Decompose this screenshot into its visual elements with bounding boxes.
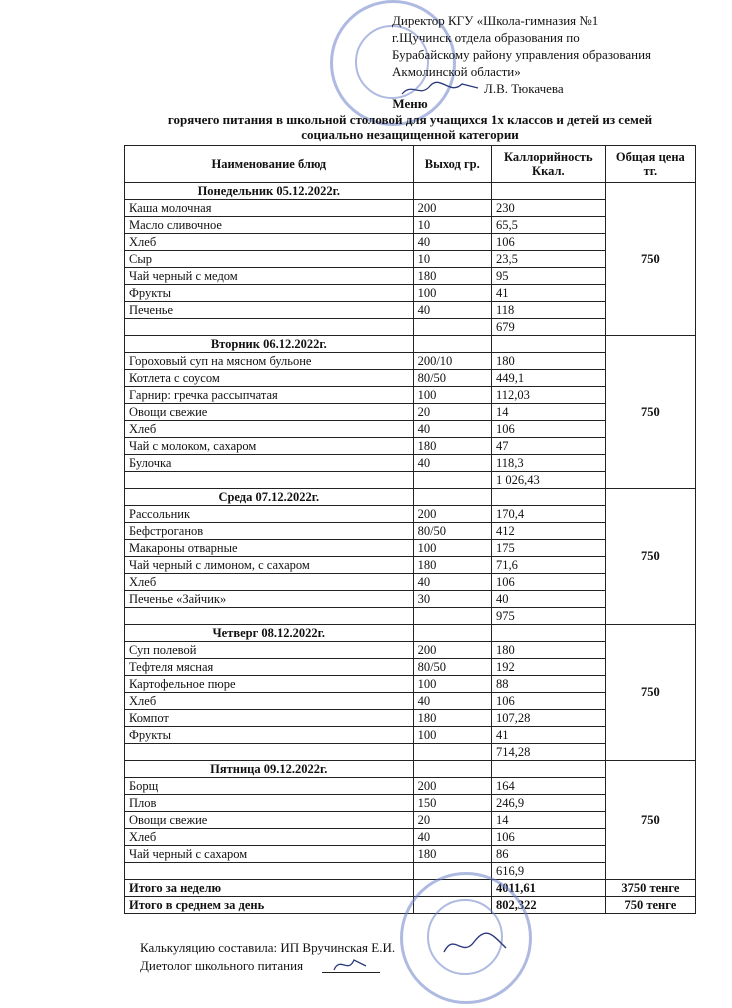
- table-header-row: [125, 146, 696, 183]
- dish-output: 200: [413, 200, 491, 217]
- dish-kcal: 107,28: [491, 710, 605, 727]
- day-total-empty: [125, 744, 414, 761]
- dish-name: Рассольник: [125, 506, 414, 523]
- dish-name: Котлета с соусом: [125, 370, 414, 387]
- dish-kcal: 164: [491, 778, 605, 795]
- dish-kcal: 412: [491, 523, 605, 540]
- week-total-row-price: 3750 тенге: [605, 880, 695, 897]
- avg-total-row-kcal: 802,322: [491, 897, 605, 914]
- day-total-kcal: 679: [491, 319, 605, 336]
- day-total-kcal: 714,28: [491, 744, 605, 761]
- day-label: Среда 07.12.2022г.: [125, 489, 414, 506]
- avg-total-row-price: 750 тенге: [605, 897, 695, 914]
- dish-name: Макароны отварные: [125, 540, 414, 557]
- day-empty-cell: [491, 625, 605, 642]
- week-total-row: [125, 880, 696, 897]
- dish-name: Овощи свежие: [125, 812, 414, 829]
- dish-kcal: 40: [491, 591, 605, 608]
- day-header-row: [125, 761, 696, 778]
- dish-output: 80/50: [413, 659, 491, 676]
- dish-name: Чай с молоком, сахаром: [125, 438, 414, 455]
- dish-kcal: 180: [491, 353, 605, 370]
- dish-name: Овощи свежие: [125, 404, 414, 421]
- dish-output: 20: [413, 812, 491, 829]
- dish-output: 40: [413, 234, 491, 251]
- day-header-row: [125, 183, 696, 200]
- dish-name: Хлеб: [125, 234, 414, 251]
- footer-dietitian: [140, 958, 303, 974]
- dish-kcal: 106: [491, 421, 605, 438]
- dish-name: Хлеб: [125, 693, 414, 710]
- dish-kcal: 170,4: [491, 506, 605, 523]
- dish-name: Хлеб: [125, 421, 414, 438]
- approval-line-1: Директор КГУ «Школа-гимназия №1: [392, 13, 599, 28]
- dish-output: 10: [413, 251, 491, 268]
- menu-title: Меню: [392, 96, 428, 111]
- day-empty-cell: [491, 336, 605, 353]
- dish-output: 10: [413, 217, 491, 234]
- dish-output: 40: [413, 829, 491, 846]
- dish-kcal: 112,03: [491, 387, 605, 404]
- dish-name: Хлеб: [125, 574, 414, 591]
- dish-output: 180: [413, 268, 491, 285]
- dish-kcal: 88: [491, 676, 605, 693]
- day-total-empty: [413, 744, 491, 761]
- dish-kcal: 86: [491, 846, 605, 863]
- day-price: 750: [605, 336, 695, 489]
- avg-total-row-label: Итого в среднем за день: [125, 897, 414, 914]
- day-label: Вторник 06.12.2022г.: [125, 336, 414, 353]
- dish-output: 150: [413, 795, 491, 812]
- dish-output: 40: [413, 302, 491, 319]
- week-total-row-label: Итого за неделю: [125, 880, 414, 897]
- approval-line-4: Акмолинской области»: [392, 64, 521, 79]
- day-empty-cell: [413, 761, 491, 778]
- menu-table: [124, 145, 696, 914]
- day-price: 750: [605, 183, 695, 336]
- day-header-row: [125, 489, 696, 506]
- dish-name: Гороховый суп на мясном бульоне: [125, 353, 414, 370]
- dish-kcal: 449,1: [491, 370, 605, 387]
- dish-output: 200/10: [413, 353, 491, 370]
- calc-signature: [440, 930, 510, 960]
- dish-output: 200: [413, 506, 491, 523]
- dish-kcal: 118,3: [491, 455, 605, 472]
- dish-name: Чай черный с медом: [125, 268, 414, 285]
- day-empty-cell: [491, 761, 605, 778]
- dish-kcal: 246,9: [491, 795, 605, 812]
- dish-name: Чай черный с сахаром: [125, 846, 414, 863]
- dish-name: Картофельное пюре: [125, 676, 414, 693]
- dish-output: 100: [413, 540, 491, 557]
- footer-dietitian-text: Диетолог школьного питания: [140, 958, 304, 973]
- dish-kcal: 106: [491, 234, 605, 251]
- dish-output: 100: [413, 285, 491, 302]
- dish-kcal: 41: [491, 285, 605, 302]
- day-empty-cell: [413, 489, 491, 506]
- dish-kcal: 106: [491, 574, 605, 591]
- dish-name: Фрукты: [125, 285, 414, 302]
- dish-output: 200: [413, 778, 491, 795]
- dish-kcal: 106: [491, 693, 605, 710]
- dish-kcal: 65,5: [491, 217, 605, 234]
- day-price: 750: [605, 489, 695, 625]
- footer-calc-text: Калькуляцию составила: ИП Вручинская Е.И.: [140, 940, 396, 955]
- dish-name: Тефтеля мясная: [125, 659, 414, 676]
- dish-output: 180: [413, 557, 491, 574]
- day-label: Пятница 09.12.2022г.: [125, 761, 414, 778]
- dish-output: 40: [413, 693, 491, 710]
- day-total-kcal: 1 026,43: [491, 472, 605, 489]
- dish-kcal: 41: [491, 727, 605, 744]
- dish-name: Масло сливочное: [125, 217, 414, 234]
- day-total-empty: [413, 472, 491, 489]
- dish-kcal: 118: [491, 302, 605, 319]
- dish-kcal: 14: [491, 404, 605, 421]
- day-price: 750: [605, 625, 695, 761]
- approval-line-2: г.Щучинск отдела образования по: [392, 30, 580, 45]
- day-total-kcal: 975: [491, 608, 605, 625]
- dish-output: 180: [413, 846, 491, 863]
- dish-kcal: 192: [491, 659, 605, 676]
- day-total-empty: [413, 608, 491, 625]
- dish-output: 40: [413, 421, 491, 438]
- dish-name: Чай черный с лимоном, с сахаром: [125, 557, 414, 574]
- dish-name: Суп полевой: [125, 642, 414, 659]
- day-total-empty: [125, 319, 414, 336]
- dish-kcal: 180: [491, 642, 605, 659]
- dish-output: 80/50: [413, 523, 491, 540]
- header-kcal: Каллорийность Ккал.: [491, 146, 605, 183]
- dish-output: 100: [413, 676, 491, 693]
- header-dish: Наименование блюд: [125, 146, 414, 183]
- dish-kcal: 14: [491, 812, 605, 829]
- dish-name: Борщ: [125, 778, 414, 795]
- dish-output: 30: [413, 591, 491, 608]
- day-empty-cell: [413, 183, 491, 200]
- day-total-empty: [413, 319, 491, 336]
- dish-name: Печенье «Зайчик»: [125, 591, 414, 608]
- dish-output: 100: [413, 387, 491, 404]
- dish-kcal: 106: [491, 829, 605, 846]
- day-empty-cell: [491, 183, 605, 200]
- dish-name: Печенье: [125, 302, 414, 319]
- dish-kcal: 230: [491, 200, 605, 217]
- week-total-row-kcal: 4011,61: [491, 880, 605, 897]
- day-total-empty: [125, 608, 414, 625]
- day-empty-cell: [413, 336, 491, 353]
- dish-name: Фрукты: [125, 727, 414, 744]
- dish-output: 20: [413, 404, 491, 421]
- dish-output: 200: [413, 642, 491, 659]
- dish-name: Гарнир: гречка рассыпчатая: [125, 387, 414, 404]
- dish-output: 40: [413, 574, 491, 591]
- dish-output: 100: [413, 727, 491, 744]
- dish-name: Булочка: [125, 455, 414, 472]
- day-total-empty: [125, 472, 414, 489]
- dietitian-signature: [330, 952, 370, 974]
- dish-kcal: 175: [491, 540, 605, 557]
- menu-subtitle-1: горячего питания в школьной столовой для учащихся 1х классов и детей из семей: [167, 112, 653, 127]
- day-empty-cell: [491, 489, 605, 506]
- dish-kcal: 47: [491, 438, 605, 455]
- dish-output: 180: [413, 438, 491, 455]
- dish-name: Плов: [125, 795, 414, 812]
- dish-name: Сыр: [125, 251, 414, 268]
- header-price: Общая цена тг.: [605, 146, 695, 183]
- dish-kcal: 23,5: [491, 251, 605, 268]
- day-empty-cell: [413, 625, 491, 642]
- menu-body: [125, 183, 696, 914]
- approval-line-3: Бурабайскому району управления образования: [392, 47, 652, 62]
- dish-name: Хлеб: [125, 829, 414, 846]
- day-header-row: [125, 625, 696, 642]
- dish-output: 40: [413, 455, 491, 472]
- approval-signer: Л.В. Тюкачева: [484, 81, 564, 96]
- day-label: Понедельник 05.12.2022г.: [125, 183, 414, 200]
- day-label: Четверг 08.12.2022г.: [125, 625, 414, 642]
- dish-output: 80/50: [413, 370, 491, 387]
- dish-output: 180: [413, 710, 491, 727]
- dish-kcal: 71,6: [491, 557, 605, 574]
- header-output: Выход гр.: [413, 146, 491, 183]
- menu-subtitle-2: социально незащищенной категории: [301, 127, 519, 142]
- dish-name: Бефстроганов: [125, 523, 414, 540]
- day-price: 750: [605, 761, 695, 880]
- day-total-empty: [125, 863, 414, 880]
- dish-name: Компот: [125, 710, 414, 727]
- dish-name: Каша молочная: [125, 200, 414, 217]
- dish-kcal: 95: [491, 268, 605, 285]
- day-header-row: [125, 336, 696, 353]
- day-total-kcal: 616,9: [491, 863, 605, 880]
